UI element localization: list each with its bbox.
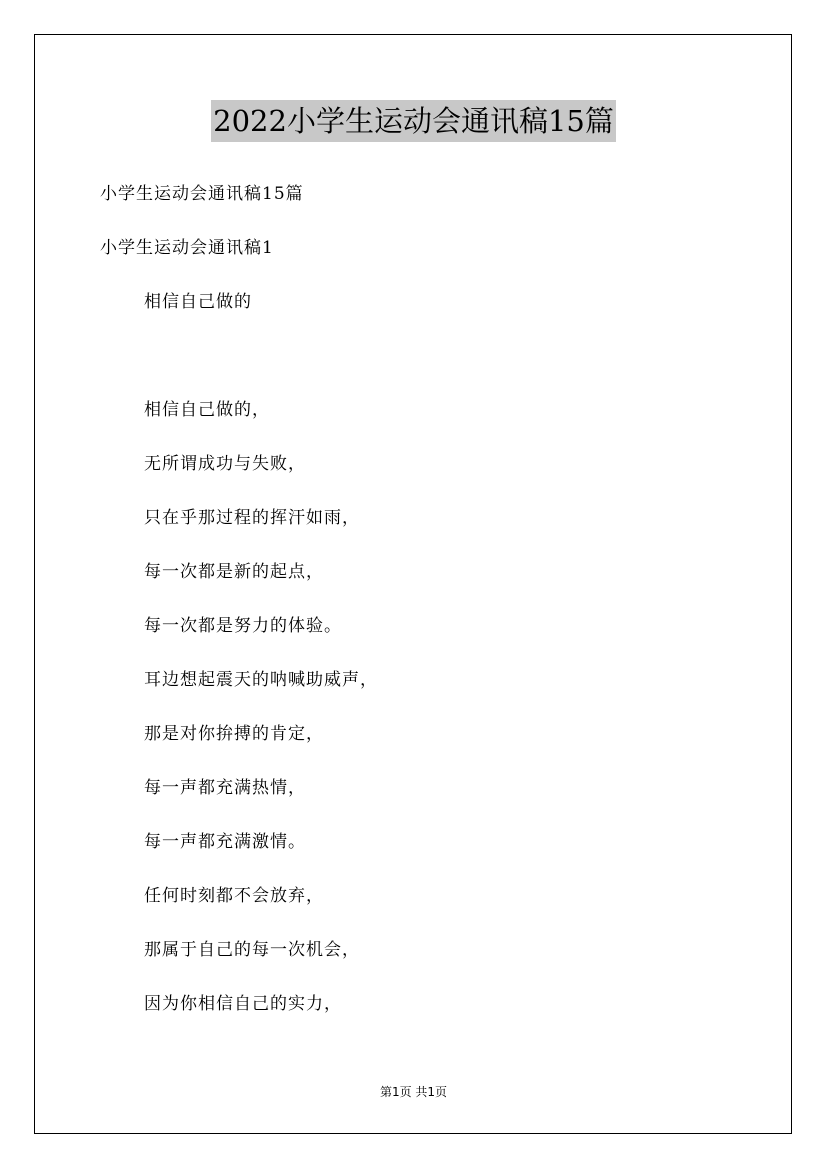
poem-line: 无所谓成功与失败，	[144, 454, 306, 474]
section-heading: 小学生运动会通讯稿1	[100, 238, 274, 258]
page-footer: 第1页 共1页	[379, 1085, 448, 1099]
poem-line: 因为你相信自己的实力，	[144, 994, 342, 1014]
poem-line: 那是对你拚搏的肯定，	[144, 724, 324, 744]
poem-title: 相信自己做的	[144, 292, 252, 312]
poem-line: 每一次都是努力的体验。	[144, 616, 342, 636]
poem-line: 只在乎那过程的挥汗如雨，	[144, 508, 360, 528]
poem-line: 每一声都充满激情。	[144, 832, 306, 852]
title-container	[0, 100, 827, 142]
document-title: 2022小学生运动会通讯稿15篇	[211, 100, 616, 142]
poem-line: 每一声都充满热情，	[144, 778, 306, 798]
poem-line: 耳边想起震天的呐喊助威声，	[144, 670, 378, 690]
poem-line: 每一次都是新的起点，	[144, 562, 324, 582]
document-subtitle: 小学生运动会通讯稿15篇	[100, 184, 304, 204]
poem-line: 任何时刻都不会放弃，	[144, 886, 324, 906]
poem-line: 那属于自己的每一次机会，	[144, 940, 360, 960]
poem-line: 相信自己做的，	[144, 400, 270, 420]
